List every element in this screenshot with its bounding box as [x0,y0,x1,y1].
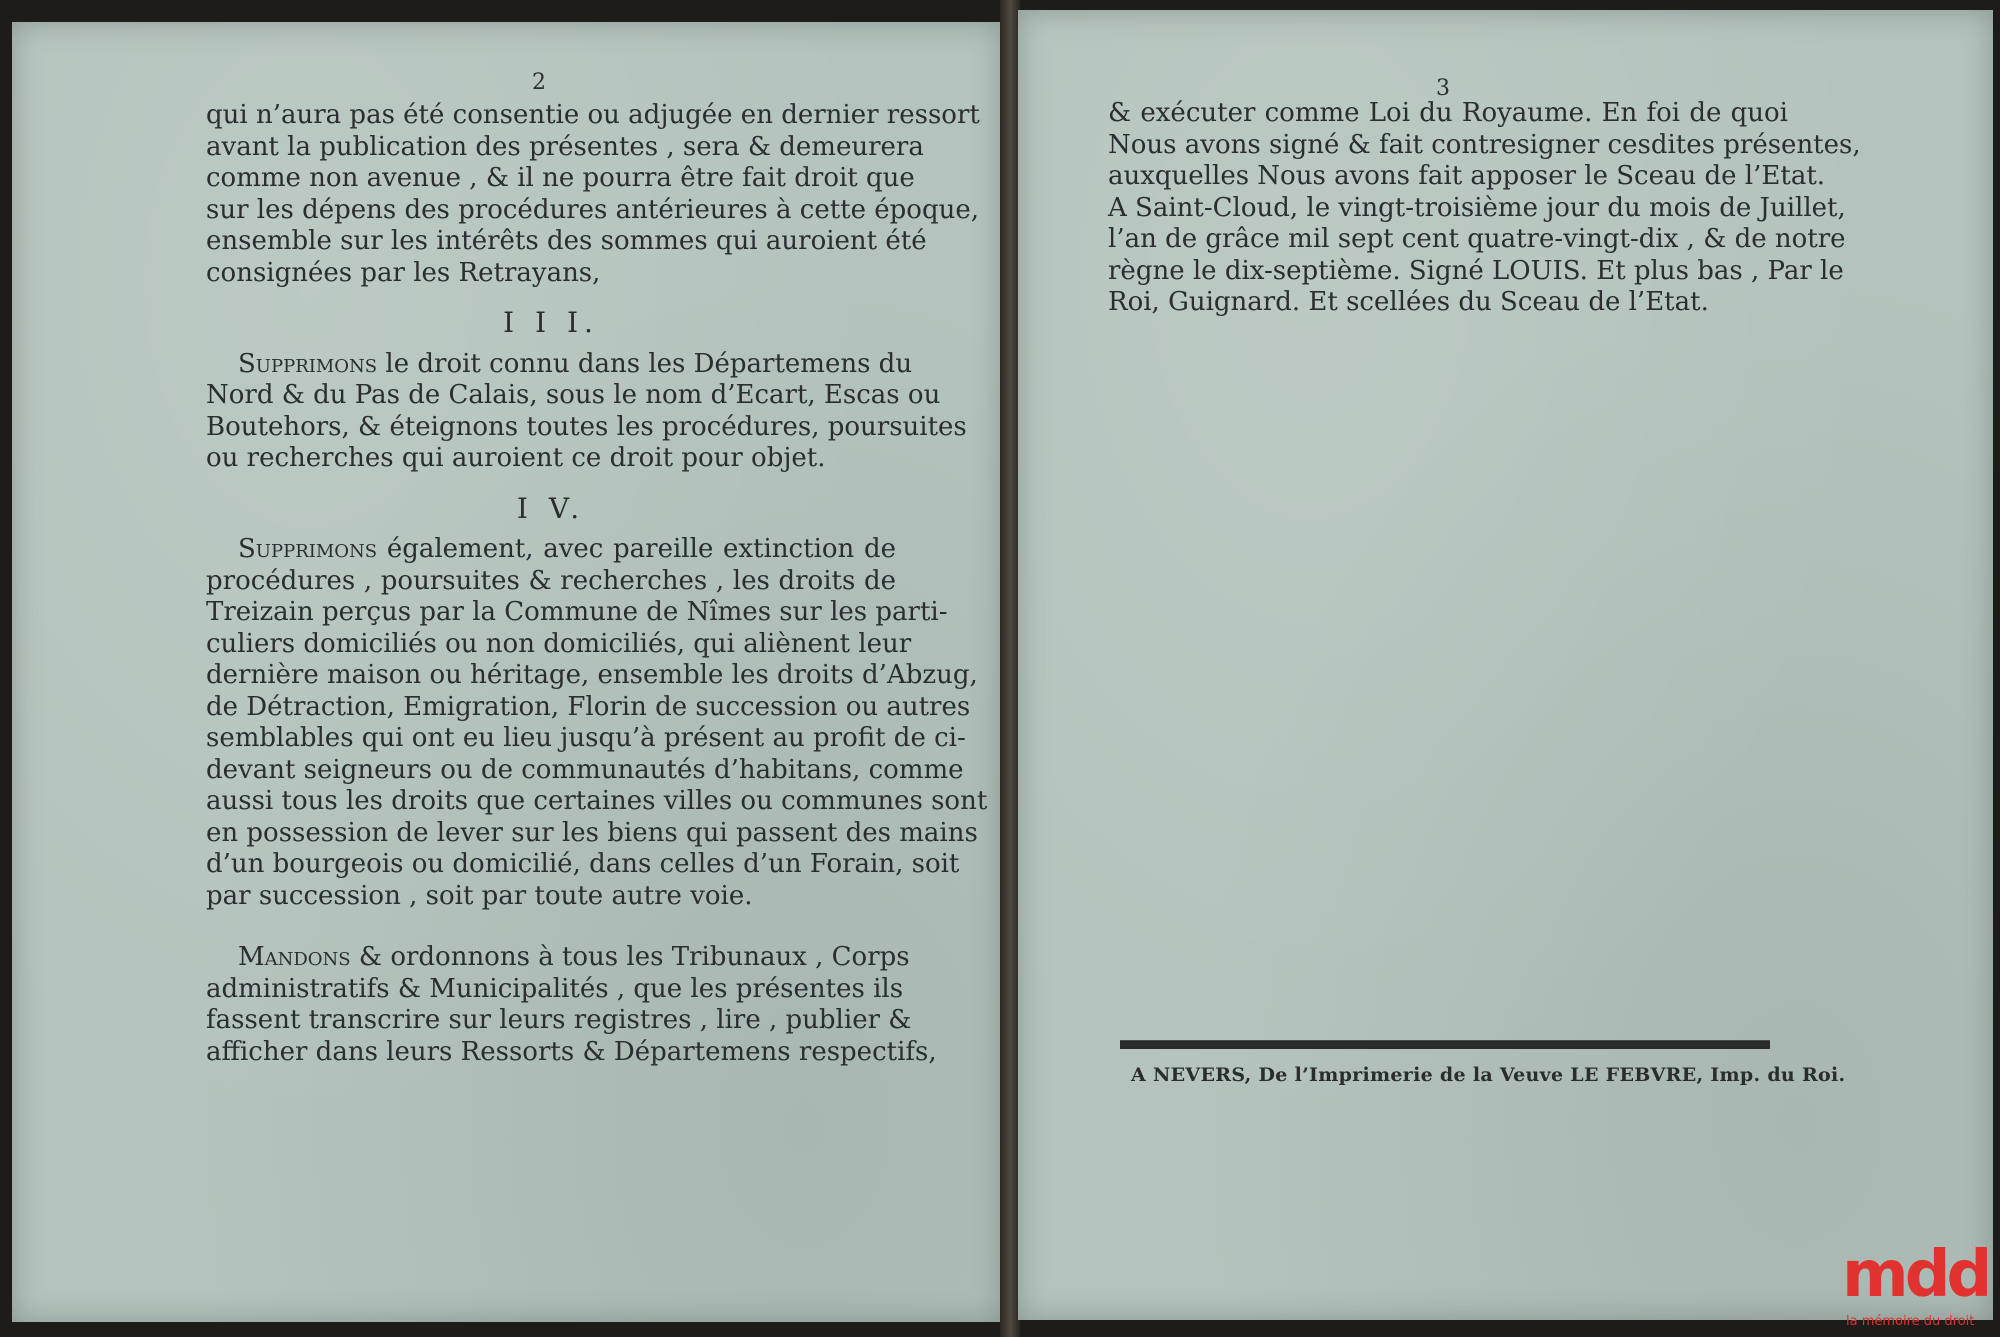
logo-letters: mdd [1842,1238,1989,1312]
text-line: Supprimons également, avec pareille extinction de [238,534,896,564]
mandons-paragraph [206,942,937,1068]
left-page-text [206,100,988,1068]
text-line: de Détraction, Emigration, Florin de succession ou autres [206,691,971,722]
text-line: consignées par les Retrayans, [206,257,601,288]
text-line: en possession de lever sur les biens qui passent des mains [206,817,978,848]
article-4-paragraph [206,534,988,912]
article-heading-4: I V. [516,491,586,525]
text-line: ensemble sur les intérêts des sommes qui auroient été [206,226,927,256]
text-line: Mandons & ordonnons à tous les Tribunaux , Corps [238,942,910,972]
right-page-text [1108,98,1861,319]
mdd-logo [1842,1239,1992,1331]
text-line: Treizain perçus par la Commune de Nîmes sur les parti- [206,597,948,627]
lead-word: Supprimons [238,534,378,564]
text-line: avant la publication des présentes , sera & demeurera [206,131,924,162]
text-line: sur les dépens des procédures antérieures à cette époque, [206,194,979,225]
text-line: devant seigneurs ou de communautés d’habitans, comme [206,754,964,785]
text-line: culiers domiciliés ou non domiciliés, qui aliènent leur [206,628,912,659]
printer-imprint: A NEVERS, De l’Imprimerie de la Veuve LE FEBVRE, Imp. du Roi. [1131,1064,1846,1086]
left-page [12,22,1002,1322]
text-line: auxquelles Nous avons fait apposer le Sceau de l’Etat. [1108,161,1826,191]
text-line: Boutehors, & éteignons toutes les procédures, poursuites [206,411,967,442]
lead-word: Mandons [238,942,351,972]
text-line: comme non avenue , & il ne pourra être fait droit que [206,163,915,193]
text-line: afficher dans leurs Ressorts & Départemens respectifs, [206,1036,937,1067]
binding-gutter [1000,0,1020,1337]
text-line: & exécuter comme Loi du Royaume. En foi de quoi [1108,98,1788,128]
text-line: procédures , poursuites & recherches , les droits de [206,565,896,596]
imprint-rule [1120,1040,1770,1049]
text-line: Roi, Guignard. Et scellées du Sceau de l’Etat. [1108,287,1709,317]
text-line: ou recherches qui auroient ce droit pour objet. [206,443,826,473]
text-line: l’an de grâce mil sept cent quatre-vingt-dix , & de notre [1108,224,1846,254]
text-line: aussi tous les droits que certaines villes ou communes sont [206,786,988,816]
text-line: règne le dix-septième. Signé LOUIS. Et plus bas , Par le [1108,255,1844,286]
page-number-right: 3 [1436,76,1450,101]
lead-word: Supprimons [238,348,378,379]
page-number-left: 2 [532,70,546,95]
right-page [1018,10,1993,1320]
text-line: administratifs & Municipalités , que les présentes ils [206,973,904,1004]
text-line: qui n’aura pas été consentie ou adjugée en dernier ressort [206,100,980,130]
text-line: Nord & du Pas de Calais, sous le nom d’Ecart, Escas ou [206,380,941,410]
closing-paragraph [1108,98,1861,319]
text-line: dernière maison ou héritage, ensemble les droits d’Abzug, [206,660,978,690]
text-line: Supprimons le droit connu dans les Départemens du [238,348,913,379]
article-3-paragraph [206,348,967,475]
text-line: fassent transcrire sur leurs registres , lire , publier & [206,1005,912,1035]
text-line: Nous avons signé & fait contresigner cesdites présentes, [1108,129,1861,160]
text-line: A Saint-Cloud, le vingt-troisième jour du mois de Juillet, [1108,192,1846,223]
text-line: semblables qui ont eu lieu jusqu’à présent au profit de ci- [206,723,966,753]
logo-tagline: la mémoire du droit [1846,1314,1975,1329]
article-heading-3: I I I. [503,306,599,339]
continuation-paragraph [206,100,980,289]
text-line: par succession , soit par toute autre voie. [206,880,753,911]
text-line: d’un bourgeois ou domicilié, dans celles d’un Forain, soit [206,849,960,879]
